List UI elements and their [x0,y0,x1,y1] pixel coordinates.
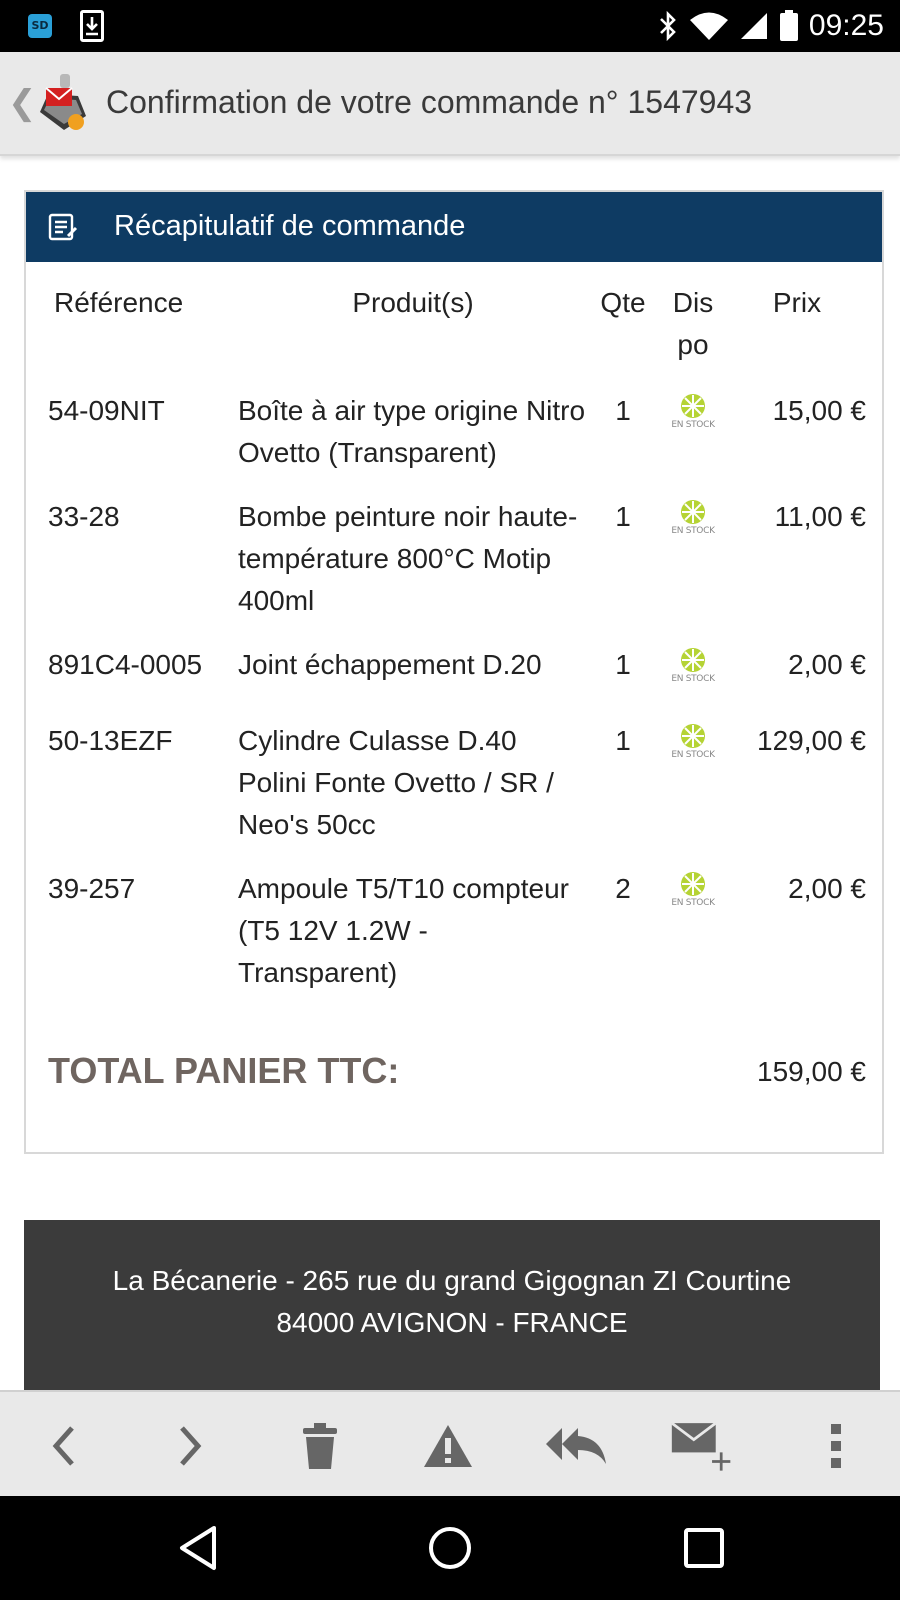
order-table [48,282,866,1016]
footer-address-line: La Bécanerie - 265 rue du grand Gigognan ZI Courtine [112,1265,792,1296]
battery-icon [779,10,799,42]
item-dispo [658,644,728,720]
new-message-icon [670,1417,734,1475]
app-bar [0,52,900,156]
delete-icon [300,1421,340,1471]
item-product: Cylindre Culasse D.40 Polini Fonte Ovetto / SR / Neo's 50cc [238,725,554,840]
status-icons [657,8,884,44]
total-row [48,1050,866,1100]
item-product: Bombe peinture noir haute-température 800°C Motip 400ml [238,501,578,616]
total-label: TOTAL PANIER TTC: [48,1050,400,1091]
item-ref: 33-28 [48,501,120,532]
stock-dot-icon [679,722,707,750]
order-summary-panel [24,190,884,1154]
item-product: Boîte à air type origine Nitro Ovetto (Transparent) [238,395,586,468]
stock-dot-icon [679,498,707,526]
message-toolbar [0,1390,900,1496]
signal-icon [739,11,769,41]
table-header-row [48,282,866,390]
in-stock-badge [665,870,721,910]
table-row [48,868,866,1016]
item-price: 15,00 € [772,395,866,426]
item-qty: 1 [615,395,631,426]
item-qty: 1 [615,725,631,756]
item-ref: 39-257 [48,873,136,904]
total-value: 159,00 € [757,1056,866,1087]
wifi-icon [689,11,729,41]
back-chevron-icon[interactable]: ❮ [8,84,37,122]
table-row [48,720,866,868]
item-product: Joint échappement D.20 [238,649,542,680]
spam-warning-icon [422,1423,474,1469]
previous-button[interactable] [32,1414,96,1478]
stock-label: EN STOCK [671,674,715,684]
nav-home-button[interactable] [422,1520,478,1576]
system-nav-bar [0,1496,900,1600]
stock-label: EN STOCK [671,898,715,908]
reply-all-icon [544,1424,608,1468]
table-row [48,390,866,496]
status-time: 09:25 [808,9,884,42]
item-dispo [658,390,728,496]
item-ref: 50-13EZF [48,725,173,756]
stock-label: EN STOCK [671,420,715,430]
item-dispo [658,496,728,644]
in-stock-badge [665,498,721,538]
item-dispo [658,720,728,868]
download-icon [80,10,104,42]
table-row [48,496,866,644]
more-options-icon [828,1422,844,1470]
item-price: 2,00 € [788,649,866,680]
reply-all-button[interactable] [544,1414,608,1478]
nav-recents-icon [676,1520,732,1576]
delete-button[interactable] [288,1414,352,1478]
item-qty: 1 [615,501,631,532]
in-stock-badge [665,392,721,432]
column-header-product: Produit(s) [352,287,474,318]
item-ref: 891C4-0005 [48,649,203,680]
stock-dot-icon [679,646,707,674]
mail-logo-icon[interactable] [34,72,92,134]
item-ref: 54-09NIT [48,395,165,426]
item-price: 11,00 € [774,501,866,532]
order-summary-title: Récapitulatif de commande [114,210,466,242]
stock-dot-icon [679,392,707,420]
in-stock-badge [665,722,721,762]
stock-label: EN STOCK [671,750,715,760]
item-dispo [658,868,728,1016]
column-header-ref: Référence [54,287,184,318]
stock-label: EN STOCK [671,526,715,536]
order-list-icon [48,212,78,242]
table-row [48,644,866,720]
next-icon [170,1422,210,1470]
status-bar [0,0,900,52]
next-button[interactable] [158,1414,222,1478]
item-price: 129,00 € [757,725,866,756]
footer-city-line: 84000 AVIGNON - FRANCE [276,1307,628,1338]
page-title: Confirmation de votre commande n° 1547943 [106,84,753,120]
in-stock-badge [665,646,721,686]
item-qty: 2 [615,873,631,904]
nav-home-icon [422,1520,478,1576]
column-header-price: Prix [772,287,822,318]
nav-back-icon [170,1520,226,1576]
column-header-qty: Qte [600,287,646,318]
new-message-button[interactable] [670,1414,734,1478]
previous-icon [44,1422,84,1470]
stock-dot-icon [679,870,707,898]
item-qty: 1 [615,649,631,680]
more-options-button[interactable] [804,1414,868,1478]
item-product: Ampoule T5/T10 compteur (T5 12V 1.2W - Transparent) [238,873,569,988]
nav-recents-button[interactable] [676,1520,732,1576]
sd-card-icon: SD [28,14,52,38]
bluetooth-icon [657,10,679,42]
nav-back-button[interactable] [170,1520,226,1576]
spam-button[interactable] [416,1414,480,1478]
order-summary-header [26,192,882,262]
shop-address-footer [24,1220,880,1392]
column-header-dispo: Dis po [672,287,714,360]
item-price: 2,00 € [788,873,866,904]
